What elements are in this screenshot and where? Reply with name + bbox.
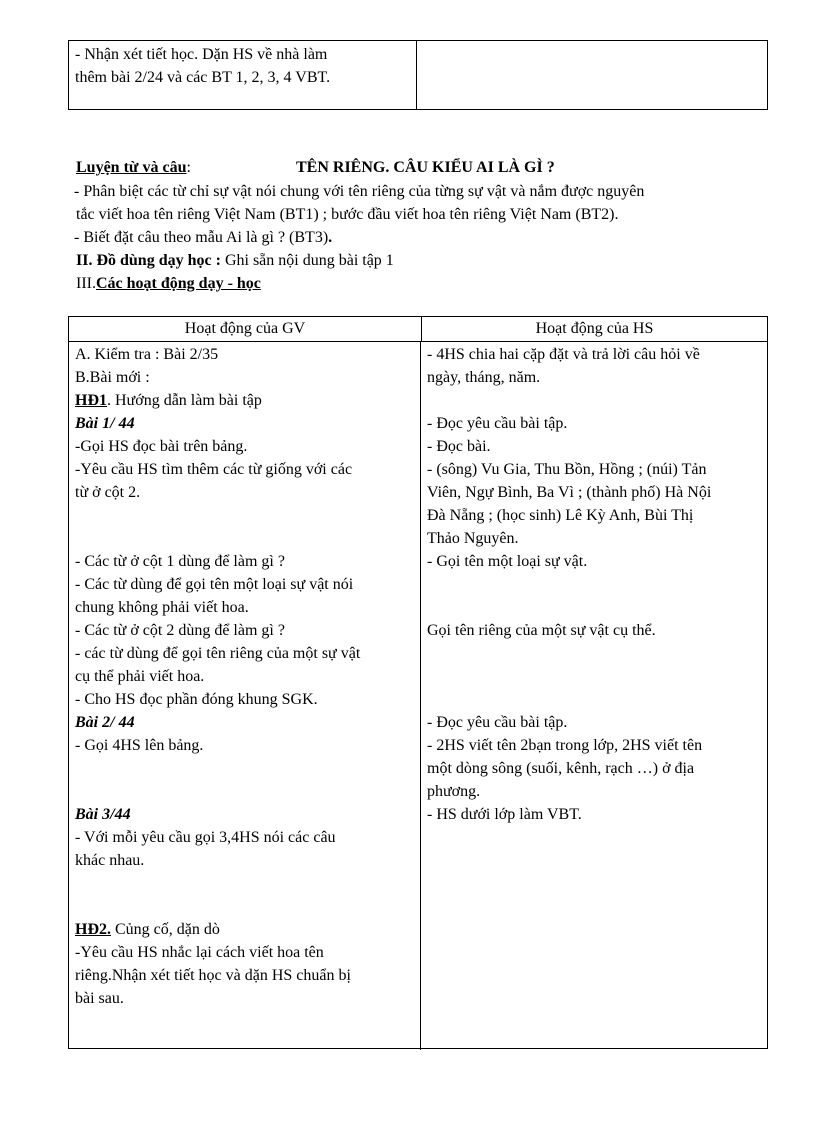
previous-lesson-gv-cell — [69, 41, 417, 109]
hs-line: - Gọi tên một loại sự vật. — [427, 553, 588, 570]
activities-label: Các hoạt động dạy - học — [95, 275, 261, 292]
gv-line: - Với mỗi yêu cầu gọi 3,4HS nói các câu — [75, 829, 336, 846]
gv-line: khác nhau. — [75, 852, 145, 869]
gv-line: - Các từ ở cột 2 dùng để làm gì ? — [75, 622, 285, 639]
objective-2-period: . — [328, 229, 333, 246]
objective-2-text: - Biết đặt câu theo mẫu Ai là gì ? (BT3) — [74, 229, 329, 246]
gv-line: - Các từ dùng để gọi tên một loại sự vật nói — [75, 576, 354, 593]
hd1-line — [75, 389, 414, 412]
spacer — [75, 527, 414, 550]
hs-line: - 4HS chia hai cặp đặt và trả lời câu hỏi về — [427, 346, 700, 363]
activities-heading — [76, 272, 776, 295]
spacer — [75, 872, 414, 895]
materials-line — [76, 249, 776, 272]
spacer — [427, 573, 761, 596]
hs-line: ngày, tháng, năm. — [427, 369, 541, 386]
hd1-text: . Hướng dẫn làm bài tập — [107, 392, 262, 409]
lesson-title: TÊN RIÊNG. CÂU KIỂU AI LÀ GÌ ? — [296, 159, 555, 176]
hs-line: - HS dưới lớp làm VBT. — [427, 806, 582, 823]
objective-1a: - Phân biệt các từ chỉ sự vật nói chung với tên riêng của từng sự vật và nắm được nguyên — [74, 183, 645, 200]
previous-lesson-hs-cell — [417, 41, 767, 109]
spacer — [75, 504, 414, 527]
previous-lesson-line-2: thêm bài 2/24 và các BT 1, 2, 3, 4 VBT. — [75, 69, 331, 86]
materials-text: Ghi sẵn nội dung bài tập 1 — [220, 252, 394, 269]
gv-line: B.Bài mới : — [75, 369, 150, 386]
gv-line: từ ở cột 2. — [75, 484, 141, 501]
previous-lesson-line-1: - Nhận xét tiết học. Dặn HS về nhà làm — [75, 46, 328, 63]
gv-line: A. Kiểm tra : Bài 2/35 — [75, 346, 219, 363]
hd2-label: HĐ2. — [75, 921, 111, 938]
hs-line: Viên, Ngự Bình, Ba Vì ; (thành phố) Hà Nội — [427, 484, 712, 501]
bai2-heading: Bài 2/ 44 — [75, 714, 135, 731]
hd2-text: Củng cố, dặn dò — [111, 921, 220, 938]
objective-1b: tắc viết hoa tên riêng Việt Nam (BT1) ; bước đầu viết hoa tên riêng Việt Nam (BT2). — [76, 206, 619, 223]
hs-line: - Đọc yêu cầu bài tập. — [427, 714, 568, 731]
lesson-heading — [76, 156, 776, 179]
spacer — [427, 665, 761, 688]
hs-line: - Đọc bài. — [427, 438, 491, 455]
gv-line: cụ thể phải viết hoa. — [75, 668, 205, 685]
objective-2 — [74, 226, 774, 249]
gv-line: -Yêu cầu HS tìm thêm các từ giống với các — [75, 461, 353, 478]
materials-label: II. Đồ dùng dạy học : — [76, 252, 221, 269]
spacer — [75, 895, 414, 918]
subject-label: Luyện từ và câu — [76, 159, 187, 176]
gv-line: - Gọi 4HS lên bảng. — [75, 737, 204, 754]
hs-line: Đà Nẵng ; (học sinh) Lê Kỳ Anh, Bùi Thị — [427, 507, 694, 524]
hs-line: Thảo Nguyên. — [427, 530, 519, 547]
table-header-row — [69, 317, 767, 342]
spacer — [427, 688, 761, 711]
header-hs: Hoạt động của HS — [535, 320, 654, 337]
hs-line: một dòng sông (suối, kênh, rạch …) ở địa — [427, 760, 695, 777]
table-body-row — [69, 342, 767, 1050]
hd2-line — [75, 918, 414, 941]
subject-colon: : — [186, 159, 191, 176]
spacer — [75, 757, 414, 780]
hs-line: phương. — [427, 783, 481, 800]
spacer — [427, 642, 761, 665]
hs-line: Gọi tên riêng của một sự vật cụ thể. — [427, 622, 656, 639]
activities-table — [68, 316, 768, 1049]
spacer — [75, 780, 414, 803]
gv-line: - Các từ ở cột 1 dùng để làm gì ? — [75, 553, 285, 570]
activities-prefix: III. — [76, 275, 96, 292]
gv-line: - các từ dùng để gọi tên riêng của một sự vật — [75, 645, 361, 662]
previous-lesson-table — [68, 40, 768, 110]
bai1-heading: Bài 1/ 44 — [75, 415, 135, 432]
hs-line: - (sông) Vu Gia, Thu Bồn, Hồng ; (núi) Tản — [427, 461, 707, 478]
gv-line: bài sau. — [75, 990, 124, 1007]
gv-line: chung không phải viết hoa. — [75, 599, 249, 616]
bai3-heading: Bài 3/44 — [75, 806, 131, 823]
gv-column — [69, 342, 421, 1050]
gv-line: riêng.Nhận xét tiết học và dặn HS chuẩn bị — [75, 967, 351, 984]
gv-line: -Yêu cầu HS nhắc lại cách viết hoa tên — [75, 944, 324, 961]
hs-line: - Đọc yêu cầu bài tập. — [427, 415, 568, 432]
gv-line: -Gọi HS đọc bài trên bảng. — [75, 438, 248, 455]
hs-column — [421, 342, 767, 1050]
spacer — [427, 389, 761, 412]
spacer — [427, 596, 761, 619]
gv-line: - Cho HS đọc phần đóng khung SGK. — [75, 691, 318, 708]
hd1-label: HĐ1 — [75, 392, 107, 409]
hs-line: - 2HS viết tên 2bạn trong lớp, 2HS viết tên — [427, 737, 703, 754]
header-gv: Hoạt động của GV — [69, 317, 422, 341]
